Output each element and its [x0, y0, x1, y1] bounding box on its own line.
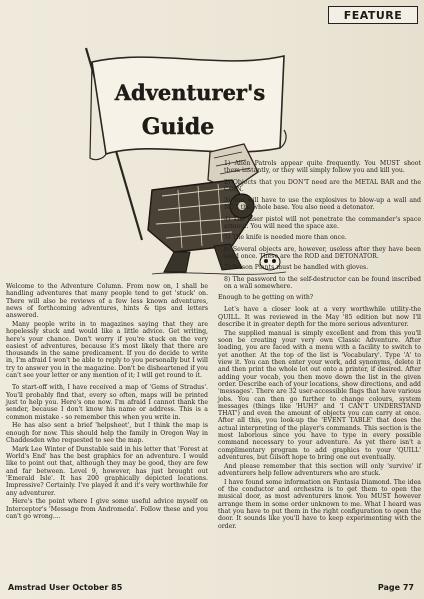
article-paragraph: Welcome to the Adventure Column. From now on, I shall be handling adventures that many people tend to get 'stuck' on. There will also be reviews of a few less known adventures, news of forthcoming adventures, hints & tips and letters answered. [6, 283, 208, 320]
article-lead: Enough to be getting on with? [218, 294, 314, 302]
hint-item: 2) Objects that you DON'T need are the METAL BAR and the COIN. [224, 178, 421, 193]
article-paragraph: I have found some information on Fantasia Diamond. The idea of the conductor and orchestra is to get them to open the musical door, as most adventurers know. You MUST however arrange them in some order unknown to me. What I heard was that you have to put them in the right configuration to open the door. It sounds like you'll have to keep experimenting with the order. [218, 478, 421, 530]
hint-item: 1) Alien Patrols appear quite frequently. You MUST shoot them instantly, or they will simply follow you and kill you. [224, 160, 421, 175]
right-column-article [218, 160, 421, 531]
hint-item: 4) The laser pistol will not penetrate the commander's space armour. You will need the space axe. [224, 215, 421, 231]
magazine-issue-footer: Amstrad User October 85 [8, 583, 123, 592]
feature-section-tab: FEATURE [328, 6, 418, 24]
article-paragraph: He has also sent a brief 'helpsheet', but I think the map is enough for now. This should help the family in Oregon Way in Chaddesden who requested to see the map. [6, 422, 208, 444]
left-column-article [6, 283, 208, 522]
article-paragraph: Here's the point where I give some useful advice myself on Interceptor's 'Message from Andromeda'. Follow these and you can't go wrong.... [6, 498, 208, 520]
hint-item: 3) You will have to use the explosives to blow-up a wall and NOT the whole base. You also need a detonator. [224, 197, 421, 212]
guide-title-line2: Guide [141, 114, 215, 140]
article-paragraph: And please remember that this section will only 'survive' if adventurers help fellow adventurers who are stuck. [218, 462, 421, 477]
hint-item: 8) The password to the self-destructor can be found inscribed on a wall somewhere. [224, 275, 421, 290]
article-paragraph: Mark Lee Winter of Dunstable said in his letter that 'Forest at World's End' has the best graphics for an adventure. I would like to point out that, although they may be good, they are few and far between. Level 9, however, has just brought out 'Emerald Isle'. It has 200 graphically depicted locations. Impressive? Certainly. I've played it and it's very worthwhile for any adventurer. [6, 445, 208, 497]
article-paragraph: Let's have a closer look at a very worthwhile utility-the QUILL. It was reviewed in the May '85 edition but now I'll describe it in greater depth for the more serious adventurer. [218, 306, 421, 329]
guide-title-line1: Adventurer's [114, 80, 266, 105]
hint-item: 7) Poison Plants must be handled with gloves. [224, 264, 369, 272]
article-paragraph: Many people write in to magazines saying that they are hopelessly stuck and would like a little advice. Get writing, here's your chance. Don't worry if you're stuck on the very easiest of adventures, because it's most likely that there are thousands in the same predicament. If you do decide to write in, I'm afraid I won't be able to reply to you personally but I will try to answer you in the magazine. Don't be disheartened if you can't see your letter or any mention of it; I will get round to it. [6, 320, 208, 380]
article-paragraph: To start-off with, I have received a map of 'Gems of Stradus'. You'll probably find that, every so often, maps will be printed just to help you. Here's one now. I'm afraid I cannot thank the sender, because I don't know his name or address. This is a common mistake - so remember this when you write in. [6, 384, 208, 421]
hint-item: 5) The knife is needed more than once. [224, 234, 347, 242]
page-number: Page 77 [377, 583, 414, 592]
article-paragraph: The supplied manual is simply excellent and from this you'll soon be creating your very own Classic Adventure. After loading, you are faced with a menu with a facility to switch to yet another. At the top of the list is 'Vocabulary'. Type 'A' to view it. You can then enter your work, add synonyms, delete it and then print the whole lot out onto a printer, if desired. After adding your vocab, you then move down the list in the given order. Describe each of your locations, show directions, and add 'messages'. There are 32 user-accessible flags that have various jobs. You can then go further to change colours, system messages (things like 'HUH?' and 'I CAN'T UNDERSTAND THAT') and even the amount of objects you can carry at once. After all this, you look-up the 'EVENT TABLE' that does the actual interpreting of the player's commands. This section is the most laborious since you have to type in every possible command necessary to your adventure. As yet there isn't a complimentary program to add graphics to your 'QUILL' adventures, but Gilsoft hope to bring one out eventually. [218, 329, 421, 461]
hint-item: 6) Several objects are, however, useless after they have been used once. These are the ROD and DETONATOR. [224, 245, 421, 260]
